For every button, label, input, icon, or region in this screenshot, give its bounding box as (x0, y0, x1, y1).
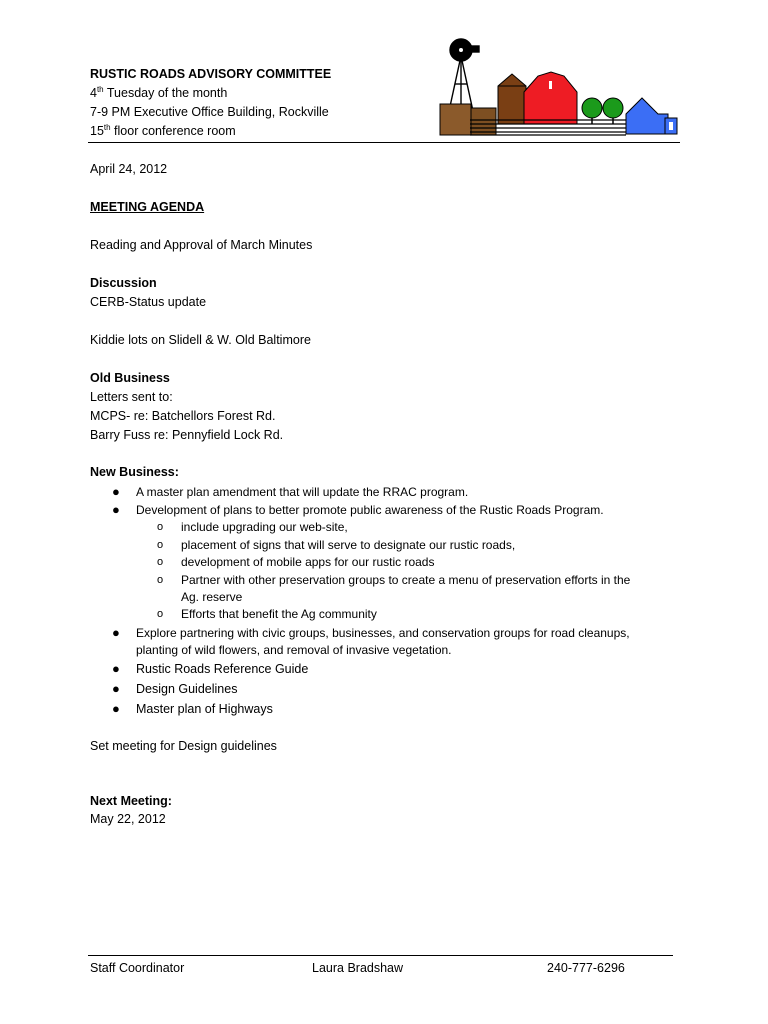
header-divider (88, 142, 680, 143)
meeting-day: 4th Tuesday of the month (90, 84, 228, 100)
bullet-icon: ● (112, 625, 120, 640)
sub-list-item: Partner with other preservation groups to create a menu of preservation efforts in the (181, 573, 631, 587)
sub-bullet-icon: o (157, 556, 164, 568)
list-item: Explore partnering with civic groups, businesses, and conservation groups for road cleanups, (136, 626, 630, 640)
list-item: Development of plans to better promote public awareness of the Rustic Roads Program. (136, 503, 604, 517)
old-business-line: Letters sent to: (90, 390, 173, 404)
sub-list-item-continued: Ag. reserve (181, 590, 243, 604)
farm-logo (436, 36, 682, 140)
sub-bullet-icon: o (157, 608, 164, 620)
footer-divider (88, 955, 673, 956)
list-item: Master plan of Highways (136, 702, 273, 716)
old-business-heading: Old Business (90, 371, 170, 385)
sub-list-item: development of mobile apps for our rustic roads (181, 555, 435, 569)
committee-name: RUSTIC ROADS ADVISORY COMMITTEE (90, 67, 332, 81)
old-business-line: Barry Fuss re: Pennyfield Lock Rd. (90, 428, 284, 442)
bullet-icon: ● (112, 681, 120, 696)
bullet-icon: ● (112, 502, 120, 517)
set-meeting-item: Set meeting for Design guidelines (90, 739, 277, 753)
sub-list-item: Efforts that benefit the Ag community (181, 607, 377, 621)
sub-bullet-icon: o (157, 574, 164, 586)
list-item: Design Guidelines (136, 682, 238, 696)
next-meeting-heading: Next Meeting: (90, 794, 172, 808)
next-meeting-date: May 22, 2012 (90, 812, 166, 826)
discussion-item: CERB-Status update (90, 295, 207, 309)
agenda-reading-item: Reading and Approval of March Minutes (90, 238, 313, 252)
house-icon (626, 98, 677, 134)
shed-icon (440, 104, 471, 135)
new-business-heading: New Business: (90, 465, 179, 479)
discussion-item: Kiddie lots on Slidell & W. Old Baltimore (90, 333, 311, 347)
sub-bullet-icon: o (157, 521, 164, 533)
sub-bullet-icon: o (157, 539, 164, 551)
bullet-icon: ● (112, 661, 120, 676)
meeting-time-location: 7-9 PM Executive Office Building, Rockville (90, 105, 329, 119)
agenda-title: MEETING AGENDA (90, 200, 205, 214)
meeting-date: April 24, 2012 (90, 162, 168, 176)
barn-icon (524, 72, 577, 124)
meeting-room: 15th floor conference room (90, 122, 236, 138)
list-item-continued: planting of wild flowers, and removal of invasive vegetation. (136, 643, 452, 657)
sub-list-item: include upgrading our web-site, (181, 520, 348, 534)
old-business-line: MCPS- re: Batchellors Forest Rd. (90, 409, 276, 423)
silo-icon (498, 74, 526, 124)
discussion-heading: Discussion (90, 276, 157, 290)
footer-phone: 240-777-6296 (547, 961, 625, 975)
footer-role: Staff Coordinator (90, 961, 185, 975)
bullet-icon: ● (112, 701, 120, 716)
sub-list-item: placement of signs that will serve to designate our rustic roads, (181, 538, 516, 552)
list-item: Rustic Roads Reference Guide (136, 662, 309, 676)
bullet-icon: ● (112, 484, 120, 499)
footer-name: Laura Bradshaw (312, 961, 404, 975)
list-item: A master plan amendment that will update the RRAC program. (136, 485, 469, 499)
